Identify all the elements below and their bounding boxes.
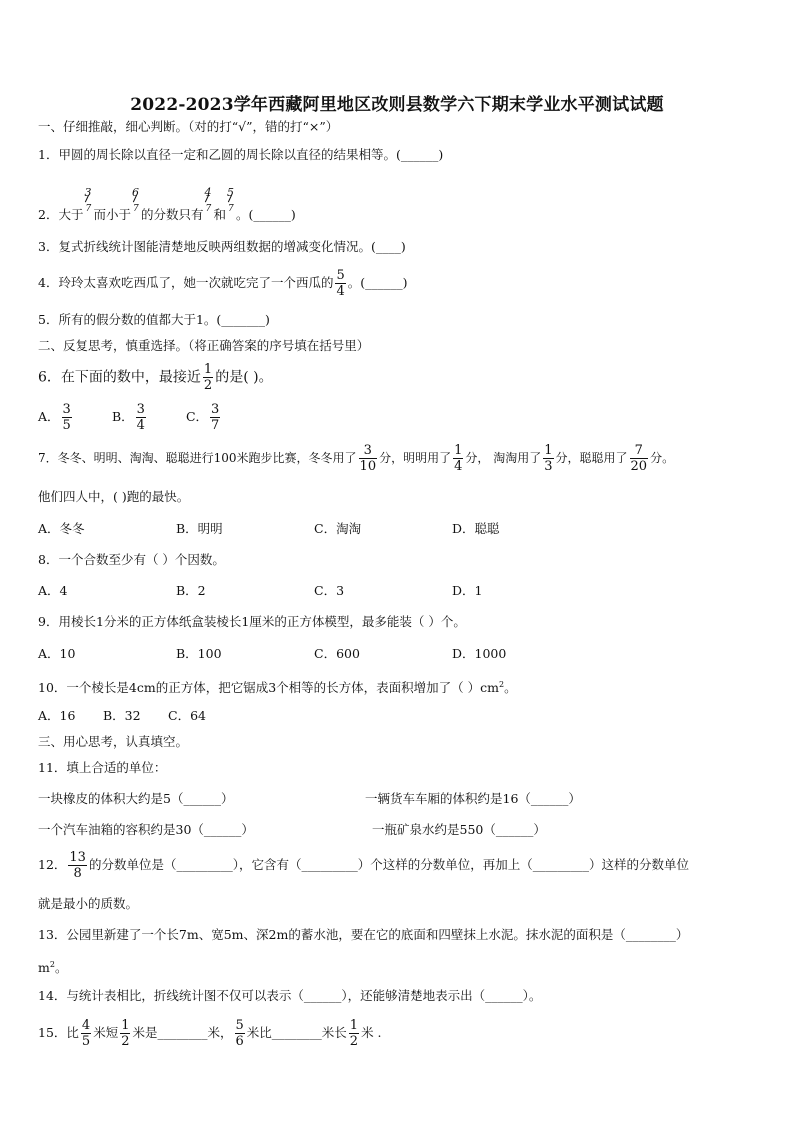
fraction-13-8: $\frac{13}{8}$ (69, 850, 86, 881)
question-3: 3．复式折线统计图能清楚地反映两组数据的增减变化情况。(____) (38, 239, 406, 254)
question-11: 11．填上合适的单位： (38, 760, 167, 775)
question-5: 5．所有的假分数的值都大于1。(_______) (38, 312, 270, 327)
fraction-1-4: $\frac{1}{4}$ (454, 443, 463, 474)
option-a[interactable]: A．16 (38, 708, 76, 723)
question-11-b: 一辆货车车厢的体积约是16（______） (365, 791, 581, 806)
question-4: 4．玲玲太喜欢吃西瓜了，她一次就吃完了一个西瓜的 $\frac{5}{4}$ 。(______) (38, 268, 408, 299)
question-11-c: 一个汽车油箱的容积约是30（______） (38, 822, 254, 837)
fraction-4-7: 4 7 (204, 186, 212, 214)
option-b[interactable]: B．2 (176, 583, 206, 598)
option-b[interactable]: B．100 (176, 646, 222, 661)
option-d[interactable]: D．1000 (452, 646, 507, 661)
question-2: 2．大于 3 7 而小于 6 7 的分数只有 4 7 和 5 7 。(______) (38, 186, 296, 222)
section-1-heading: 一、仔细推敲，细心判断。（对的打“√”，错的打“×”） (38, 119, 339, 134)
fraction-1-2-b: $\frac{1}{2}$ (349, 1018, 359, 1049)
option-d[interactable]: D．1 (452, 583, 483, 598)
fraction-7-20: $\frac{7}{20}$ (630, 443, 648, 474)
fraction-5-4: $\frac{5}{4}$ (336, 268, 345, 299)
question-7-options (38, 521, 500, 537)
question-7: 7．冬冬、明明、淘淘、聪聪进行100米跑步比赛，冬冬用了 $\frac{3}{10}$ 分，明明用了 $\frac{1}{4}$ 分， 淘淘用了 $\frac{1}{3}$ 分，聪聪用了 $\frac{7}{20}$ 分。 (38, 443, 675, 474)
fraction-4-5: $\frac{4}{5}$ (81, 1018, 91, 1049)
option-c[interactable]: C．3 (314, 583, 345, 598)
option-a[interactable]: A．10 (38, 646, 76, 661)
fraction-3-10: $\frac{3}{10}$ (359, 443, 377, 474)
fraction-5-6: $\frac{5}{6}$ (235, 1018, 244, 1049)
question-6-options (38, 402, 256, 433)
option-b[interactable]: B．32 (103, 708, 141, 723)
question-12: 12． $\frac{13}{8}$ 的分数单位是（_________），它含有（_________）个这样的分数单位，再加上（_________）这样的分数单位 (38, 850, 689, 881)
question-13-line-2: $m^2$。 (38, 960, 68, 976)
question-15: 15．比 $\frac{4}{5}$ 米短 $\frac{1}{2}$ 米是________米， $\frac{5}{6}$ 米比________米长 $\frac{1}{2}$ 米 . (38, 1018, 382, 1049)
option-c[interactable]: C．64 (168, 708, 206, 723)
section-3-heading: 三、用心思考，认真填空。 (38, 734, 189, 749)
question-10: 10．一个棱长是4cm的正方体，把它锯成3个相等的长方体，表面积增加了（ ）$cm^2$。 (38, 680, 517, 696)
option-c[interactable]: C． $\frac{3}{7}$ (185, 402, 220, 433)
fraction-1-2: $\frac{1}{2}$ (203, 362, 213, 393)
option-a[interactable]: A．4 (38, 583, 68, 598)
question-13: 13．公园里新建了一个长7m、宽5m、深2m的蓄水池，要在它的底面和四壁抹上水泥。抹水泥的面积是（________） (38, 927, 689, 942)
option-b[interactable]: B． $\frac{3}{4}$ (111, 402, 145, 433)
page-title: 2022-2023学年西藏阿里地区改则县数学六下期末学业水平测试试题 (130, 95, 664, 115)
fraction-6-7: 6 7 (131, 186, 139, 214)
option-b[interactable]: B．明明 (176, 521, 223, 536)
option-a[interactable]: A．冬冬 (38, 521, 85, 536)
question-9-options (38, 646, 506, 662)
section-2-heading: 二、反复思考，慎重选择。（将正确答案的序号填在括号里） (38, 338, 370, 353)
question-7-line-2: 他们四人中，( )跑的最快。 (38, 489, 190, 504)
fraction-1-3: $\frac{1}{3}$ (544, 443, 553, 474)
question-12-line-2: 就是最小的质数。 (38, 896, 139, 911)
question-8: 8．一个合数至少有（ ）个因数。 (38, 552, 225, 567)
option-d[interactable]: D．聪聪 (452, 521, 500, 536)
fraction-3-7: 3 7 (84, 186, 92, 214)
option-c[interactable]: C．600 (314, 646, 360, 661)
question-11-a: 一块橡皮的体积大约是5（______） (38, 791, 234, 806)
question-8-options (38, 583, 482, 599)
question-1: 1．甲圆的周长除以直径一定和乙圆的周长除以直径的结果相等。(______) (38, 147, 444, 162)
fraction-5-7: 5 7 (227, 186, 234, 214)
question-6: 6．在下面的数中，最接近 $\frac{1}{2}$ 的是( )。 (38, 362, 273, 393)
question-11-d: 一瓶矿泉水约是550（______） (372, 822, 546, 837)
question-10-options (38, 708, 206, 724)
fraction-1-2: $\frac{1}{2}$ (121, 1018, 130, 1049)
question-9: 9．用棱长1分米的正方体纸盒装棱长1厘米的正方体模型，最多能装（ ）个。 (38, 614, 466, 629)
question-14: 14．与统计表相比，折线统计图不仅可以表示（______），还能够清楚地表示出（______）。 (38, 988, 542, 1003)
option-a[interactable]: A． $\frac{3}{5}$ (38, 402, 71, 433)
option-c[interactable]: C．淘淘 (314, 521, 362, 536)
